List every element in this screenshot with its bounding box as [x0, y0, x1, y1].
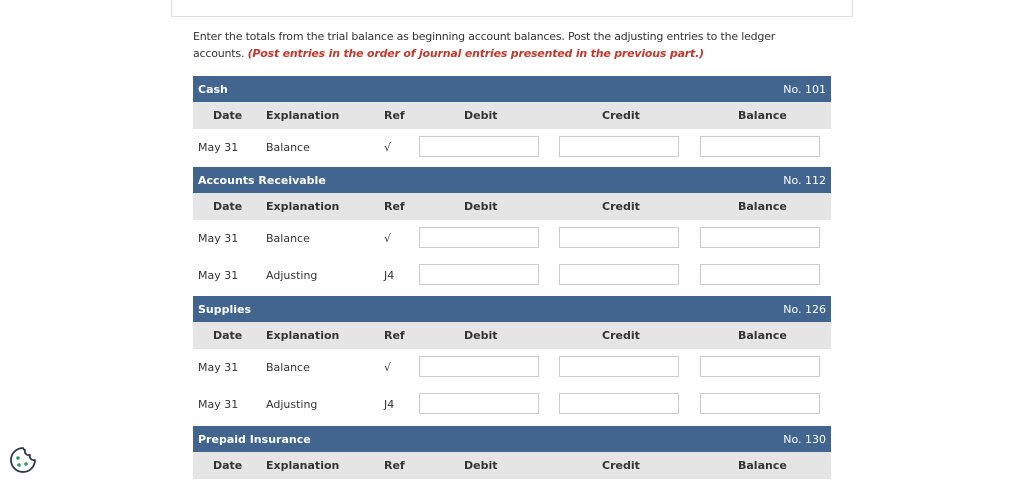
- row-ref: √: [384, 141, 392, 154]
- account-header: [193, 76, 831, 102]
- ledger-prepaid-insurance: [193, 426, 831, 479]
- col-balance: Balance: [738, 200, 787, 213]
- balance-input[interactable]: [700, 393, 820, 414]
- credit-input[interactable]: [559, 393, 679, 414]
- column-header-row: [193, 193, 831, 220]
- credit-input[interactable]: [559, 356, 679, 377]
- column-header-row: [193, 102, 831, 129]
- col-balance: Balance: [738, 329, 787, 342]
- row-explanation: Adjusting: [266, 269, 318, 282]
- column-header-row: [193, 452, 831, 479]
- row-date: May 31: [198, 398, 239, 411]
- col-credit: Credit: [602, 109, 640, 122]
- debit-input[interactable]: [419, 264, 539, 285]
- account-number: No. 101: [783, 82, 826, 96]
- ledger-row: [193, 129, 831, 166]
- account-name: Cash: [198, 82, 228, 96]
- credit-input[interactable]: [559, 264, 679, 285]
- col-ref: Ref: [384, 200, 405, 213]
- row-ref: √: [384, 361, 392, 374]
- row-date: May 31: [198, 141, 239, 154]
- ledger-cash: [193, 76, 831, 166]
- row-explanation: Balance: [266, 232, 310, 245]
- ledger-row: [193, 257, 831, 294]
- col-debit: Debit: [464, 200, 498, 213]
- content-top-divider: [171, 16, 853, 17]
- content-border-right: [852, 0, 853, 17]
- cookie-settings-button[interactable]: [8, 445, 38, 475]
- col-explanation: Explanation: [266, 109, 340, 122]
- column-header-row: [193, 322, 831, 349]
- row-explanation: Balance: [266, 361, 310, 374]
- instructions-note: (Post entries in the order of journal entries presented in the previous part.): [247, 47, 704, 60]
- balance-input[interactable]: [700, 136, 820, 157]
- col-ref: Ref: [384, 109, 405, 122]
- balance-input[interactable]: [700, 264, 820, 285]
- row-ref: J4: [384, 269, 395, 282]
- row-date: May 31: [198, 361, 239, 374]
- col-debit: Debit: [464, 329, 498, 342]
- ledger-accounts-receivable: [193, 167, 831, 294]
- row-ref: J4: [384, 398, 395, 411]
- cookie-settings-icon: [8, 445, 38, 475]
- credit-input[interactable]: [559, 227, 679, 248]
- col-explanation: Explanation: [266, 459, 340, 472]
- row-date: May 31: [198, 269, 239, 282]
- ledger-row: [193, 386, 831, 423]
- debit-input[interactable]: [419, 356, 539, 377]
- col-date: Date: [213, 329, 243, 342]
- account-number: No. 130: [783, 432, 826, 446]
- ledger-row: [193, 220, 831, 257]
- account-name: Supplies: [198, 302, 252, 316]
- instructions: [193, 28, 823, 62]
- debit-input[interactable]: [419, 136, 539, 157]
- col-debit: Debit: [464, 459, 498, 472]
- col-ref: Ref: [384, 329, 405, 342]
- account-number: No. 112: [783, 173, 826, 187]
- account-header: [193, 296, 831, 322]
- debit-input[interactable]: [419, 393, 539, 414]
- balance-input[interactable]: [700, 356, 820, 377]
- col-credit: Credit: [602, 329, 640, 342]
- col-balance: Balance: [738, 459, 787, 472]
- col-explanation: Explanation: [266, 200, 340, 213]
- account-name: Prepaid Insurance: [198, 432, 311, 446]
- account-header: [193, 426, 831, 452]
- credit-input[interactable]: [559, 136, 679, 157]
- row-explanation: Balance: [266, 141, 310, 154]
- row-date: May 31: [198, 232, 239, 245]
- balance-input[interactable]: [700, 227, 820, 248]
- instructions-text: Enter the totals from the trial balance as beginning account balances. Post the adjusting entries to the ledger accounts.: [193, 30, 776, 60]
- col-ref: Ref: [384, 459, 405, 472]
- col-debit: Debit: [464, 109, 498, 122]
- col-date: Date: [213, 200, 243, 213]
- account-name: Accounts Receivable: [198, 173, 326, 187]
- ledger-row: [193, 349, 831, 386]
- row-explanation: Adjusting: [266, 398, 318, 411]
- col-date: Date: [213, 459, 243, 472]
- row-ref: √: [384, 232, 392, 245]
- col-balance: Balance: [738, 109, 787, 122]
- col-explanation: Explanation: [266, 329, 340, 342]
- ledger-supplies: [193, 296, 831, 423]
- col-credit: Credit: [602, 200, 640, 213]
- content-border-left: [171, 0, 172, 17]
- col-credit: Credit: [602, 459, 640, 472]
- col-date: Date: [213, 109, 243, 122]
- account-header: [193, 167, 831, 193]
- debit-input[interactable]: [419, 227, 539, 248]
- account-number: No. 126: [783, 302, 826, 316]
